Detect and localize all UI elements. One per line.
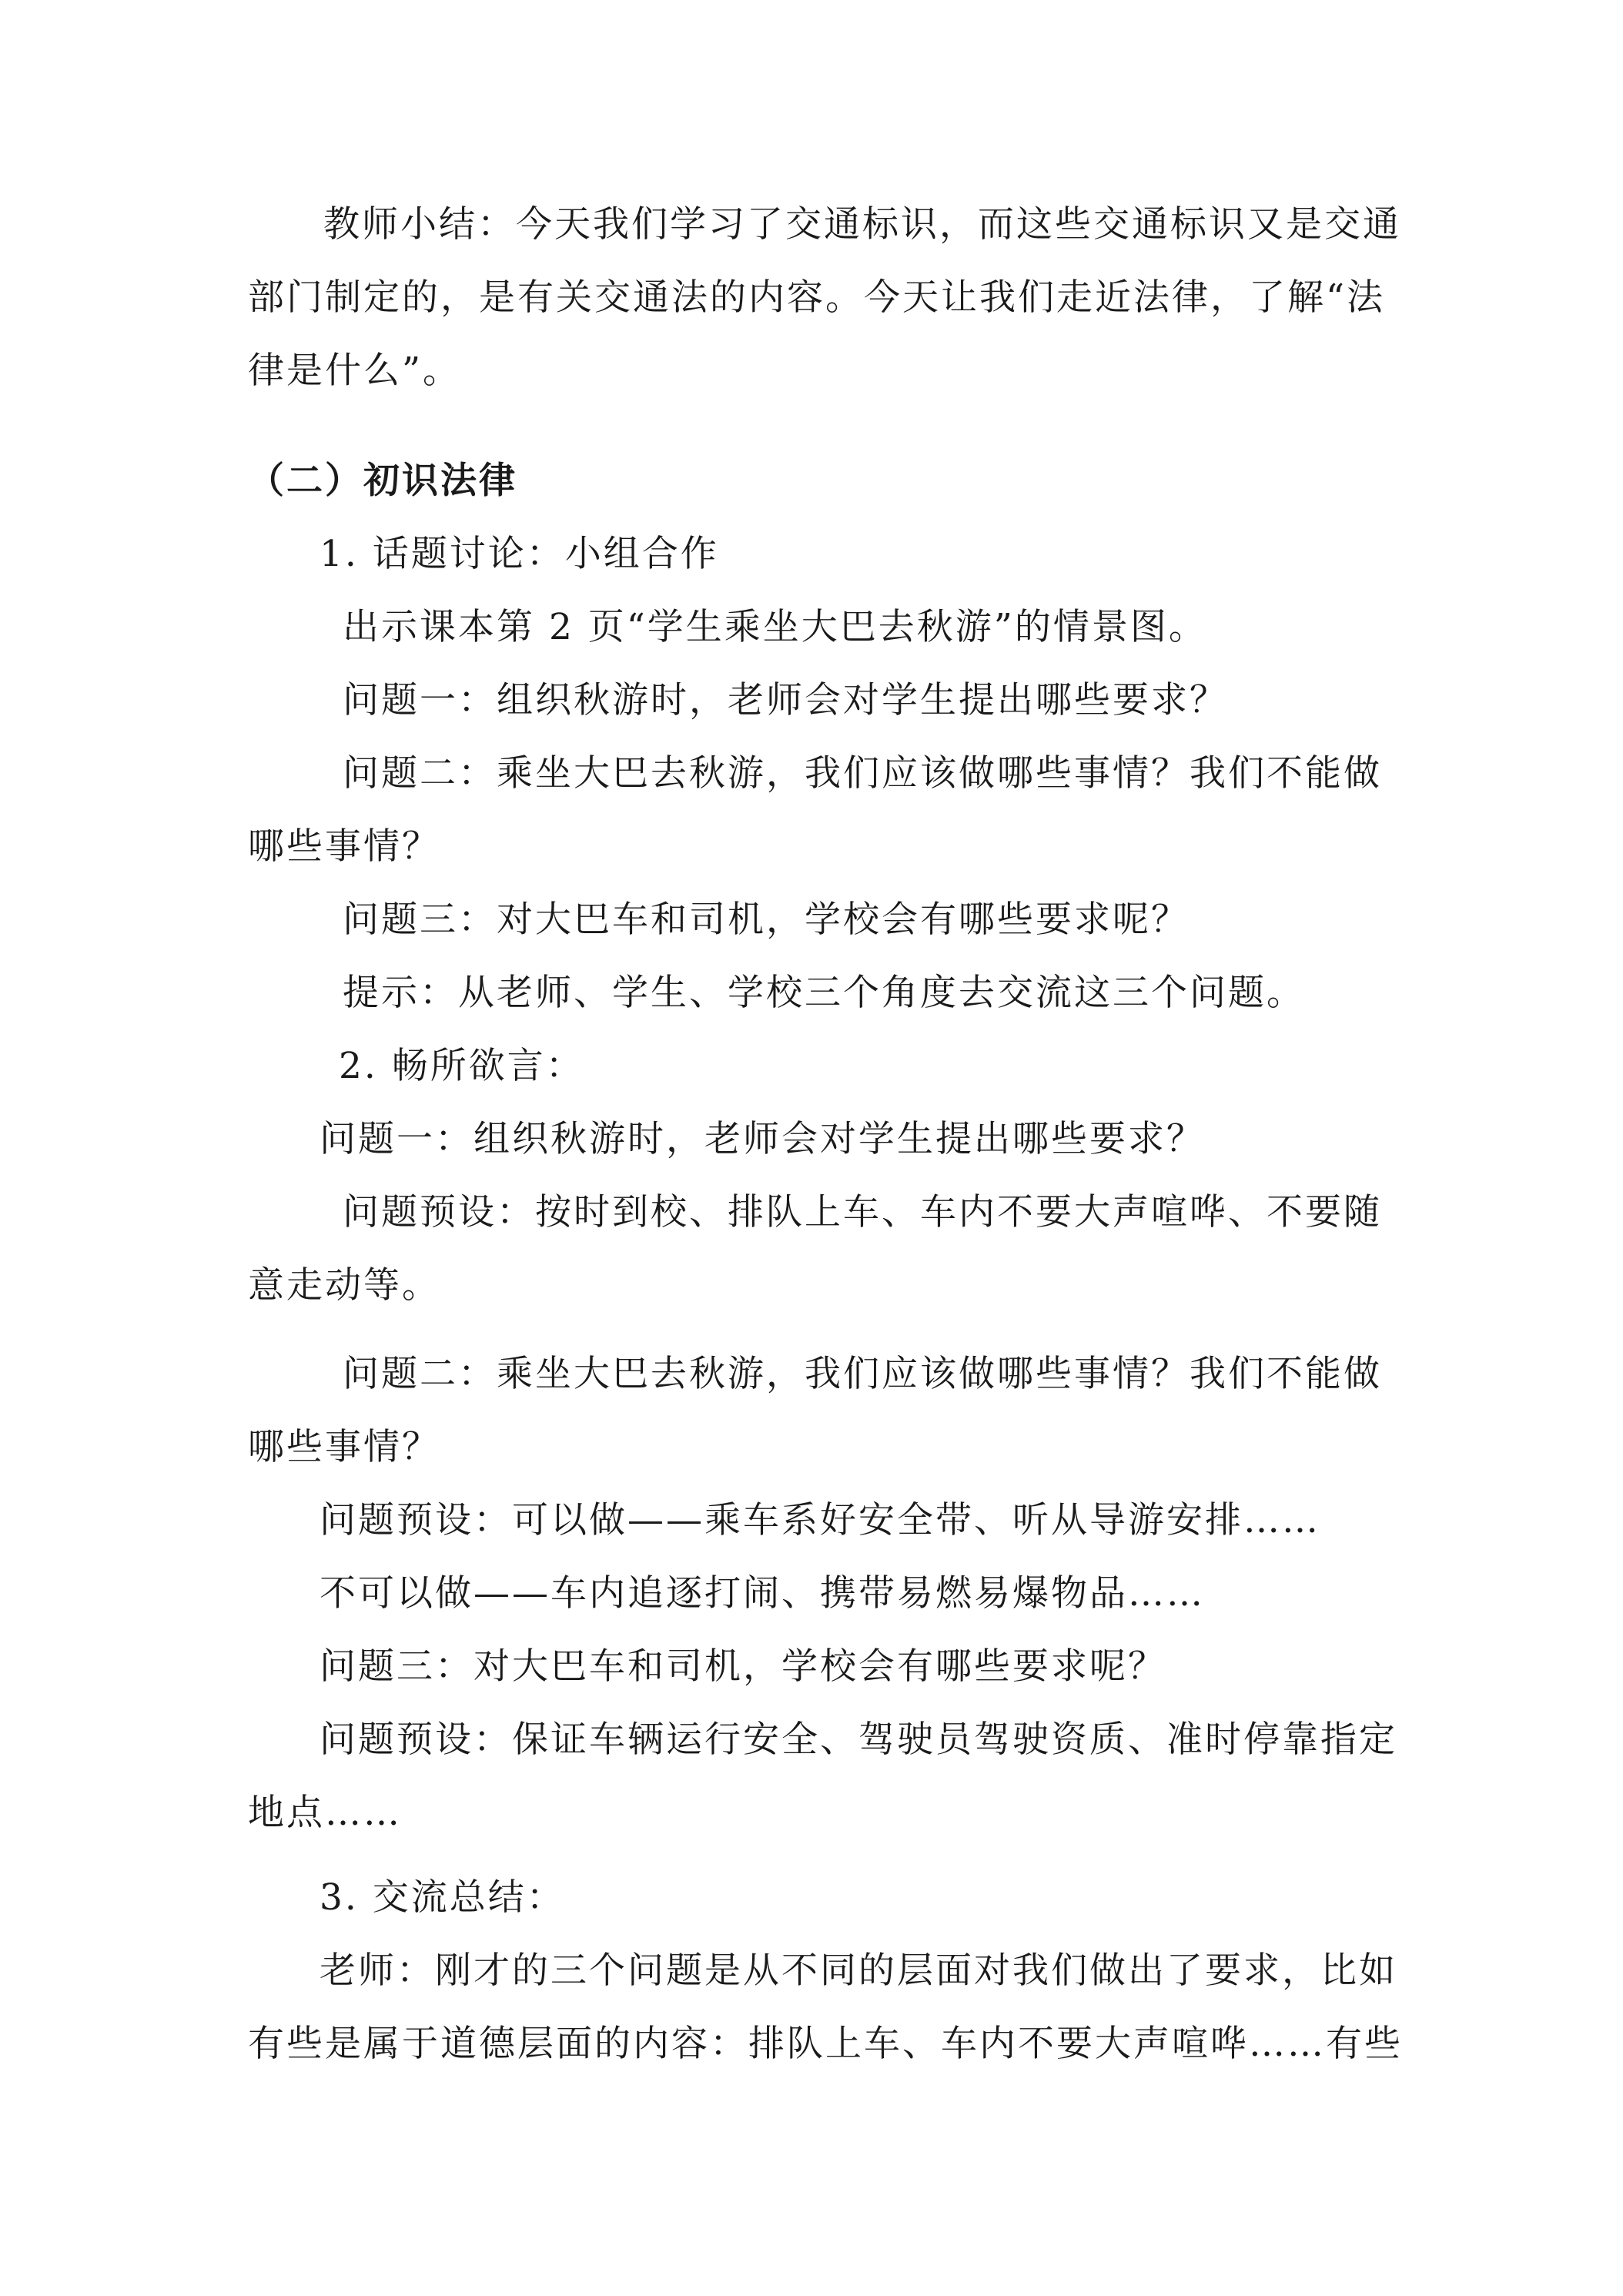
paragraph-line: 教师小结：今天我们学习了交通标识，而这些交通标识又是交通 xyxy=(323,203,1401,246)
question-line: 问题三：对大巴车和司机，学校会有哪些要求呢？ xyxy=(343,899,1190,941)
question-line: 哪些事情？ xyxy=(248,1426,440,1468)
paragraph-line: 律是什么”。 xyxy=(248,350,462,392)
answer-line: 问题预设：按时到校、排队上车、车内不要大声喧哗、不要随 xyxy=(343,1191,1382,1233)
question-line: 问题一：组织秋游时，老师会对学生提出哪些要求？ xyxy=(343,679,1228,721)
question-line: 问题二：乘坐大巴去秋游，我们应该做哪些事情？我们不能做 xyxy=(343,752,1382,795)
paragraph-line: 有些是属于道德层面的内容：排队上车、车内不要大声喧哗……有些 xyxy=(248,2023,1403,2065)
answer-line: 意走动等。 xyxy=(248,1264,440,1307)
answer-line: 问题预设：保证车辆运行安全、驾驶员驾驶资质、准时停靠指定 xyxy=(320,1719,1397,1761)
question-line: 问题三：对大巴车和司机，学校会有哪些要求呢？ xyxy=(320,1645,1166,1688)
numbered-item: 3. 交流总结： xyxy=(320,1876,565,1919)
numbered-item: 1. 话题讨论：小组合作 xyxy=(320,533,719,575)
hint-line: 提示：从老师、学生、学校三个角度去交流这三个问题。 xyxy=(343,972,1305,1014)
section-heading: （二）初识法律 xyxy=(248,460,517,502)
question-line: 哪些事情？ xyxy=(248,825,440,868)
paragraph-line: 老师：刚才的三个问题是从不同的层面对我们做出了要求，比如 xyxy=(320,1950,1397,1992)
paragraph-line: 部门制定的，是有关交通法的内容。今天让我们走近法律，了解“法 xyxy=(248,276,1386,319)
numbered-item: 2. 畅所欲言： xyxy=(339,1045,584,1087)
answer-line: 问题预设：可以做——乘车系好安全带、听从导游安排…… xyxy=(320,1499,1320,1541)
question-line: 问题二：乘坐大巴去秋游，我们应该做哪些事情？我们不能做 xyxy=(343,1353,1382,1395)
answer-line: 地点…… xyxy=(248,1792,402,1834)
question-line: 问题一：组织秋游时，老师会对学生提出哪些要求？ xyxy=(320,1118,1205,1160)
paragraph-line: 出示课本第 2 页“学生乘坐大巴去秋游”的情景图。 xyxy=(343,606,1207,648)
answer-line: 不可以做——车内追逐打闹、携带易燃易爆物品…… xyxy=(320,1572,1205,1615)
